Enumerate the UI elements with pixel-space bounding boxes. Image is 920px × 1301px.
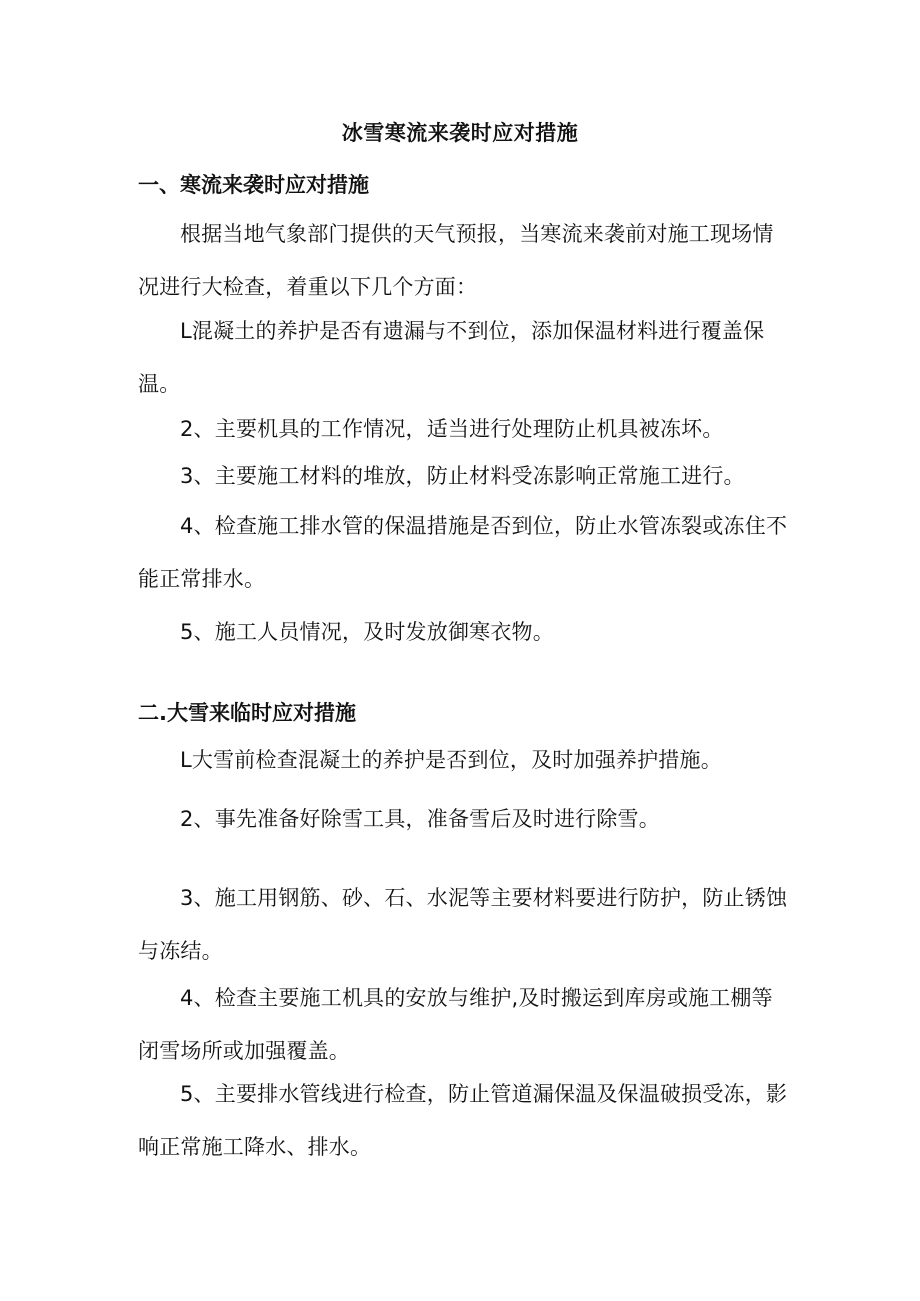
section2-item-2: 2、事先准备好除雪工具，准备雪后及时进行除雪。 (180, 807, 660, 831)
section-heading-cold-wave: 一、寒流来袭时应对措施 (138, 173, 369, 197)
section2-item-3: 3、施工用钢筋、砂、石、水泥等主要材料要进行防护，防止锈蚀与冻结。 (138, 886, 788, 963)
section2-item-4: 4、检查主要施工机具的安放与维护,及时搬运到库房或施工棚等闭雪场所或加强覆盖。 (138, 986, 773, 1063)
section1-item-3: 3、主要施工材料的堆放，防止材料受冻影响正常施工进行。 (180, 464, 745, 488)
section1-item-2: 2、主要机具的工作情况，适当进行处理防止机具被冻坏。 (180, 417, 724, 441)
document-title: 冰雪寒流来袭时应对措施 (341, 121, 579, 145)
section1-item-1: L混凝土的养护是否有遗漏与不到位，添加保温材料进行覆盖保温。 (138, 319, 765, 396)
section1-item-4: 4、检查施工排水管的保温措施是否到位，防止水管冻裂或冻住不能正常排水。 (138, 514, 788, 591)
section1-item-5: 5、施工人员情况，及时发放御寒衣物。 (180, 620, 554, 644)
section2-item-5: 5、主要排水管线进行检查，防止管道漏保温及保温破损受冻，影响正常施工降水、排水。 (138, 1082, 788, 1159)
section2-item-1: L大雪前检查混凝土的养护是否到位，及时加强养护措施。 (180, 748, 722, 772)
section-heading-heavy-snow: 二.大雪来临时应对措施 (138, 701, 356, 725)
section1-intro-paragraph: 根据当地气象部门提供的天气预报，当寒流来袭前对施工现场情况进行大检查，着重以下几个方面： (138, 222, 774, 299)
